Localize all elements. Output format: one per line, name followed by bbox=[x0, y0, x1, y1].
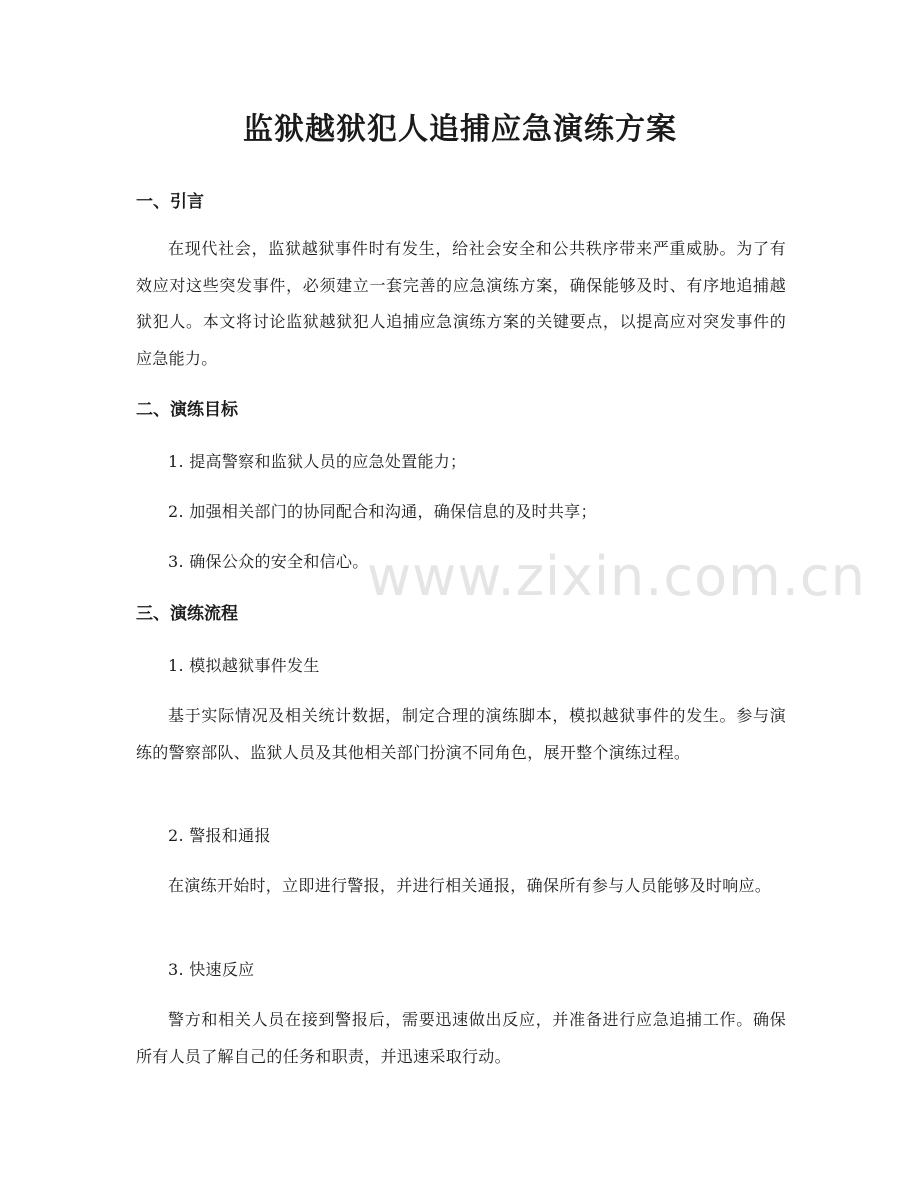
section-heading-process: 三、演练流程 bbox=[136, 604, 238, 624]
section-heading-intro: 一、引言 bbox=[136, 192, 204, 212]
goal-item: 2. 加强相关部门的协同配合和沟通，确保信息的及时共享； bbox=[168, 502, 597, 521]
process-step-title: 1. 模拟越狱事件发生 bbox=[168, 656, 320, 675]
intro-paragraph: 在现代社会，监狱越狱事件时有发生，给社会安全和公共秩序带来严重威胁。为了有效应对这些突发事件，必须建立一套完善的应急演练方案，确保能够及时、有序地追捕越狱犯人。本文将讨论监狱越狱犯人追捕应急演练方案的关键要点，以提高应对突发事件的应急能力。 bbox=[136, 239, 786, 368]
watermark-text: www.zixin.com.cn bbox=[367, 545, 866, 608]
process-step-title: 3. 快速反应 bbox=[168, 960, 255, 979]
goal-item: 1. 提高警察和监狱人员的应急处置能力； bbox=[168, 452, 467, 471]
process-step-body: 警方和相关人员在接到警报后，需要迅速做出反应，并准备进行应急追捕工作。确保所有人员了解自己的任务和职责，并迅速采取行动。 bbox=[136, 1010, 786, 1066]
process-step-body: 基于实际情况及相关统计数据，制定合理的演练脚本，模拟越狱事件的发生。参与演练的警察部队、监狱人员及其他相关部门扮演不同角色，展开整个演练过程。 bbox=[136, 706, 786, 762]
goal-item: 3. 确保公众的安全和信心。 bbox=[168, 552, 369, 571]
document-title: 监狱越狱犯人追捕应急演练方案 bbox=[243, 112, 677, 147]
section-heading-goals: 二、演练目标 bbox=[136, 400, 238, 420]
process-step-title: 2. 警报和通报 bbox=[168, 826, 271, 845]
process-step-body: 在演练开始时，立即进行警报，并进行相关通报，确保所有参与人员能够及时响应。 bbox=[168, 876, 772, 895]
